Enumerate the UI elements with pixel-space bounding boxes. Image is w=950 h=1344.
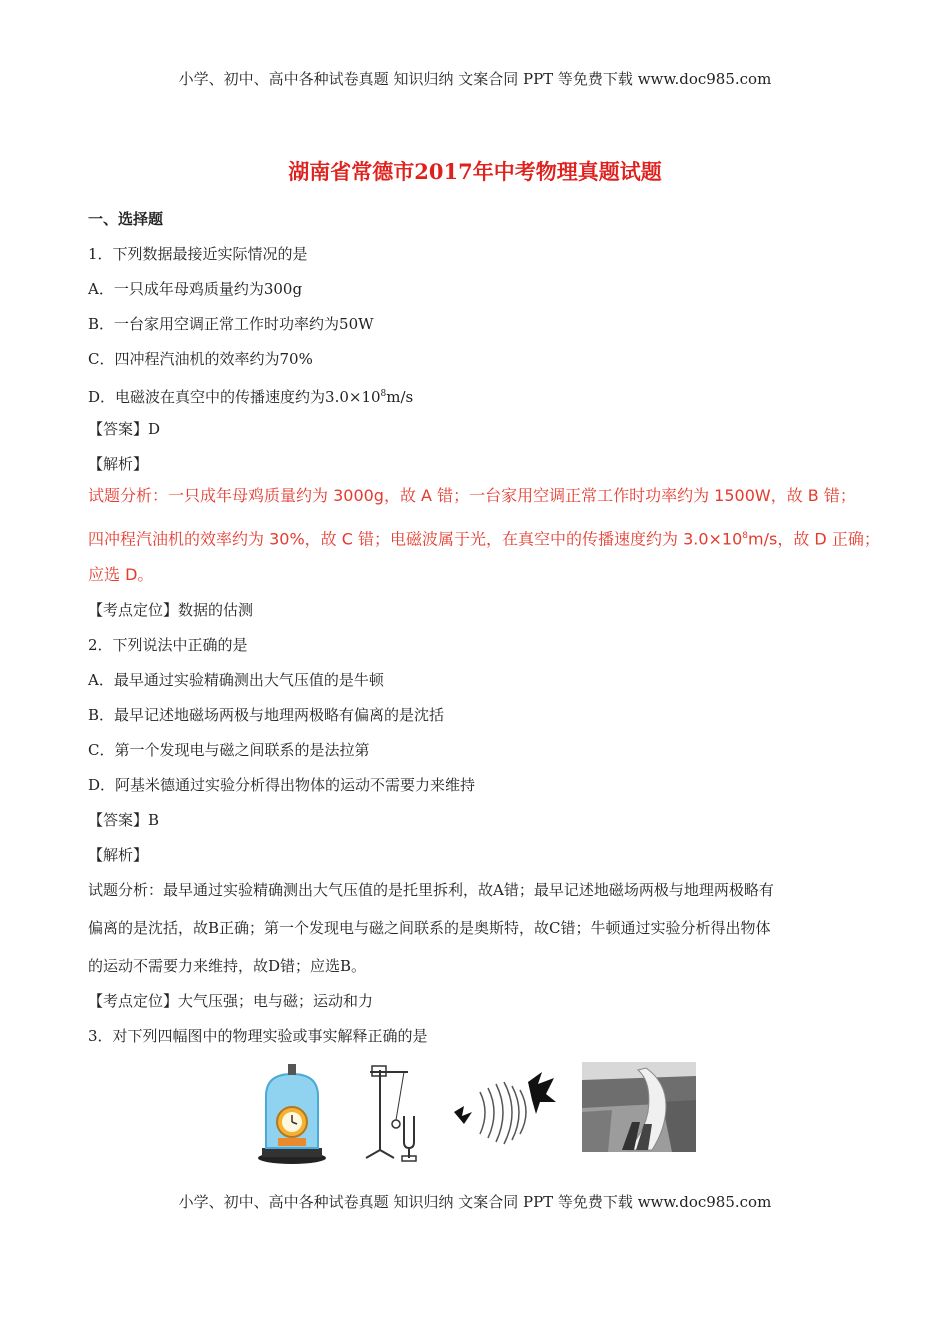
q1-option-d-exponent: 8 [380, 389, 387, 399]
tuning-fork-pendulum-figure [360, 1062, 430, 1166]
q2-analysis-label: 【解析】 [88, 846, 149, 864]
q2-answer: 【答案】B [88, 811, 160, 829]
q1-analysis-line-3: 应选 D。 [88, 565, 154, 584]
q2-analysis-line-1: 试题分析：最早通过实验精确测出大气压值的是托里拆利，故A错；最早记述地磁场两极与地理两极略有 [88, 881, 774, 899]
page-title: 湖南省常德市2017年中考物理真题试题 [288, 159, 662, 184]
q1-analysis-line-2-tail: m/s，故 D 正确； [748, 529, 880, 549]
q1-analysis-line-2-text: 四冲程汽油机的效率约为 30%，故 C 错；电磁波属于光，在真空中的传播速度约为 3.0×10 [88, 529, 743, 549]
q2-option-a: A．最早通过实验精确测出大气压值的是牛顿 [88, 671, 384, 689]
q1-analysis-line-1: 试题分析：一只成年母鸡质量约为 3000g，故 A 错；一台家用空调正常工作时功率约为 1500W，故 B 错； [88, 486, 856, 505]
q1-option-d-unit: m/s [386, 388, 414, 406]
q1-analysis-exponent: 8 [742, 531, 749, 541]
q1-keypoint: 【考点定位】数据的估测 [88, 601, 254, 619]
q2-analysis-line-3: 的运动不需要力来维持，故D错；应选B。 [88, 957, 367, 975]
highway-sound-barrier-figure [582, 1062, 696, 1152]
q1-answer: 【答案】D [88, 420, 161, 438]
q1-option-a: A．一只成年母鸡质量约为300g [88, 280, 303, 298]
q1-option-b: B．一台家用空调正常工作时功率约为50W [88, 315, 374, 333]
q2-keypoint: 【考点定位】大气压强；电与磁；运动和力 [88, 992, 374, 1010]
section-heading: 一、选择题 [88, 210, 164, 228]
q2-option-b: B．最早记述地磁场两极与地理两极略有偏离的是沈括 [88, 706, 445, 724]
q1-option-d-text: D．电磁波在真空中的传播速度约为3.0×10 [88, 388, 381, 406]
q1-option-c: C．四冲程汽油机的效率约为70% [88, 350, 313, 368]
q1-analysis-line-2 [88, 526, 880, 549]
q2-option-c: C．第一个发现电与磁之间联系的是法拉第 [88, 741, 370, 759]
q2-option-d: D．阿基米德通过实验分析得出物体的运动不需要力来维持 [88, 776, 476, 794]
bell-jar-alarm-clock-figure [252, 1062, 332, 1166]
q1-option-d [88, 384, 413, 407]
page-footer: 小学、初中、高中各种试卷真题 知识归纳 文案合同 PPT 等免费下载 www.doc985.com [178, 1193, 772, 1211]
q3-stem: 3．对下列四幅图中的物理实验或事实解释正确的是 [88, 1027, 428, 1045]
q3-figures [252, 1062, 702, 1166]
q2-stem: 2．下列说法中正确的是 [88, 636, 248, 654]
q2-analysis-line-2: 偏离的是沈括，故B正确；第一个发现电与磁之间联系的是奥斯特，故C错；牛顿通过实验分析得出物体 [88, 919, 771, 937]
q1-analysis-label: 【解析】 [88, 455, 149, 473]
q1-stem: 1．下列数据最接近实际情况的是 [88, 245, 308, 263]
bat-echolocation-figure [450, 1062, 560, 1166]
page-header: 小学、初中、高中各种试卷真题 知识归纳 文案合同 PPT 等免费下载 www.doc985.com [178, 70, 772, 88]
